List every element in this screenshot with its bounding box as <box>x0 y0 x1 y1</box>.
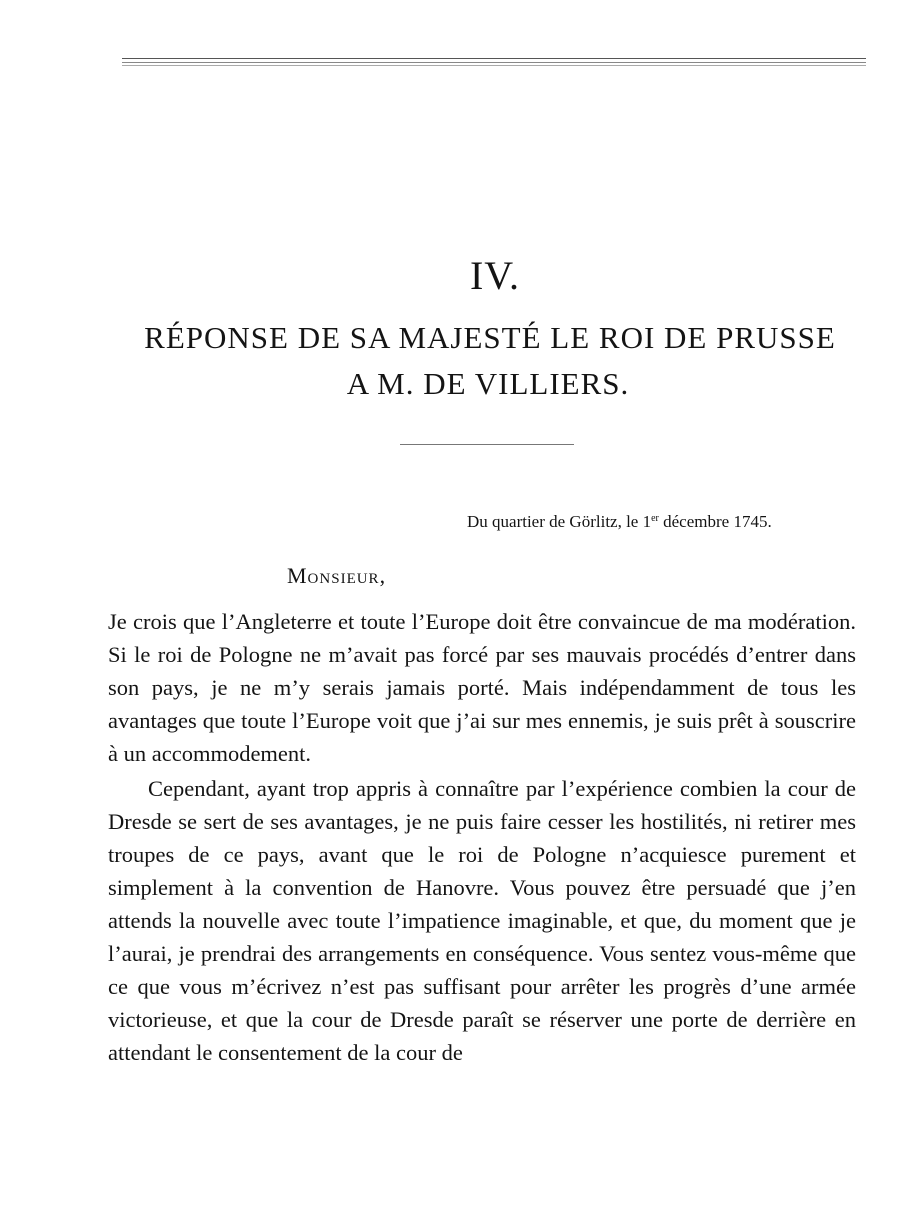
paragraph: Je crois que l’Angleterre et toute l’Europe doit être convaincue de ma modération. Si le roi de Pologne ne m’avait pas forcé par ses mauvais procédés d’entrer dans son pays, je ne m’y serais jamais porté. Mais indépendamment de tous les avantages que toute l’Europe voit que j’ai sur mes ennemis, je suis prêt à souscrire à un accommodement. <box>108 609 856 766</box>
top-rule <box>122 58 866 59</box>
letter-title-line1: RÉPONSE DE SA MAJESTÉ LE ROI DE PRUSSE <box>144 320 836 355</box>
letter-body <box>108 605 856 1069</box>
salutation: Monsieur, <box>287 563 387 588</box>
dateline <box>467 512 827 532</box>
top-rule <box>122 65 866 66</box>
letter-title-line2: A M. DE VILLIERS. <box>346 366 630 401</box>
chapter-number: IV. <box>469 253 521 298</box>
paragraph: Cependant, ayant trop appris à connaître par l’expérience combien la cour de Dresde se sert de ses avantages, je ne puis faire cesser les hostilités, ni retirer mes troupes de ce pays, avant que le roi de Pologne n’acquiesce purement et simplement à la convention de Hanovre. Vous pouvez être persuadé que j’en attends la nouvelle avec toute l’impatience imaginable, et que, du moment que je l’aurai, je prendrai des arrangements en conséquence. Vous sentez vous-même que ce que vous m’écrivez n’est pas suffisant pour arrêter les progrès d’une armée victorieuse, et que la cour de Dresde paraît se réserver une porte de derrière en attendant le consentement de la cour de <box>108 776 856 1065</box>
section-divider <box>400 444 574 445</box>
dateline-prefix: Du quartier de Görlitz, le 1 <box>467 512 652 531</box>
dateline-suffix: décembre 1745. <box>658 512 772 531</box>
top-rule <box>122 62 866 63</box>
dateline-superscript: er <box>651 513 659 524</box>
